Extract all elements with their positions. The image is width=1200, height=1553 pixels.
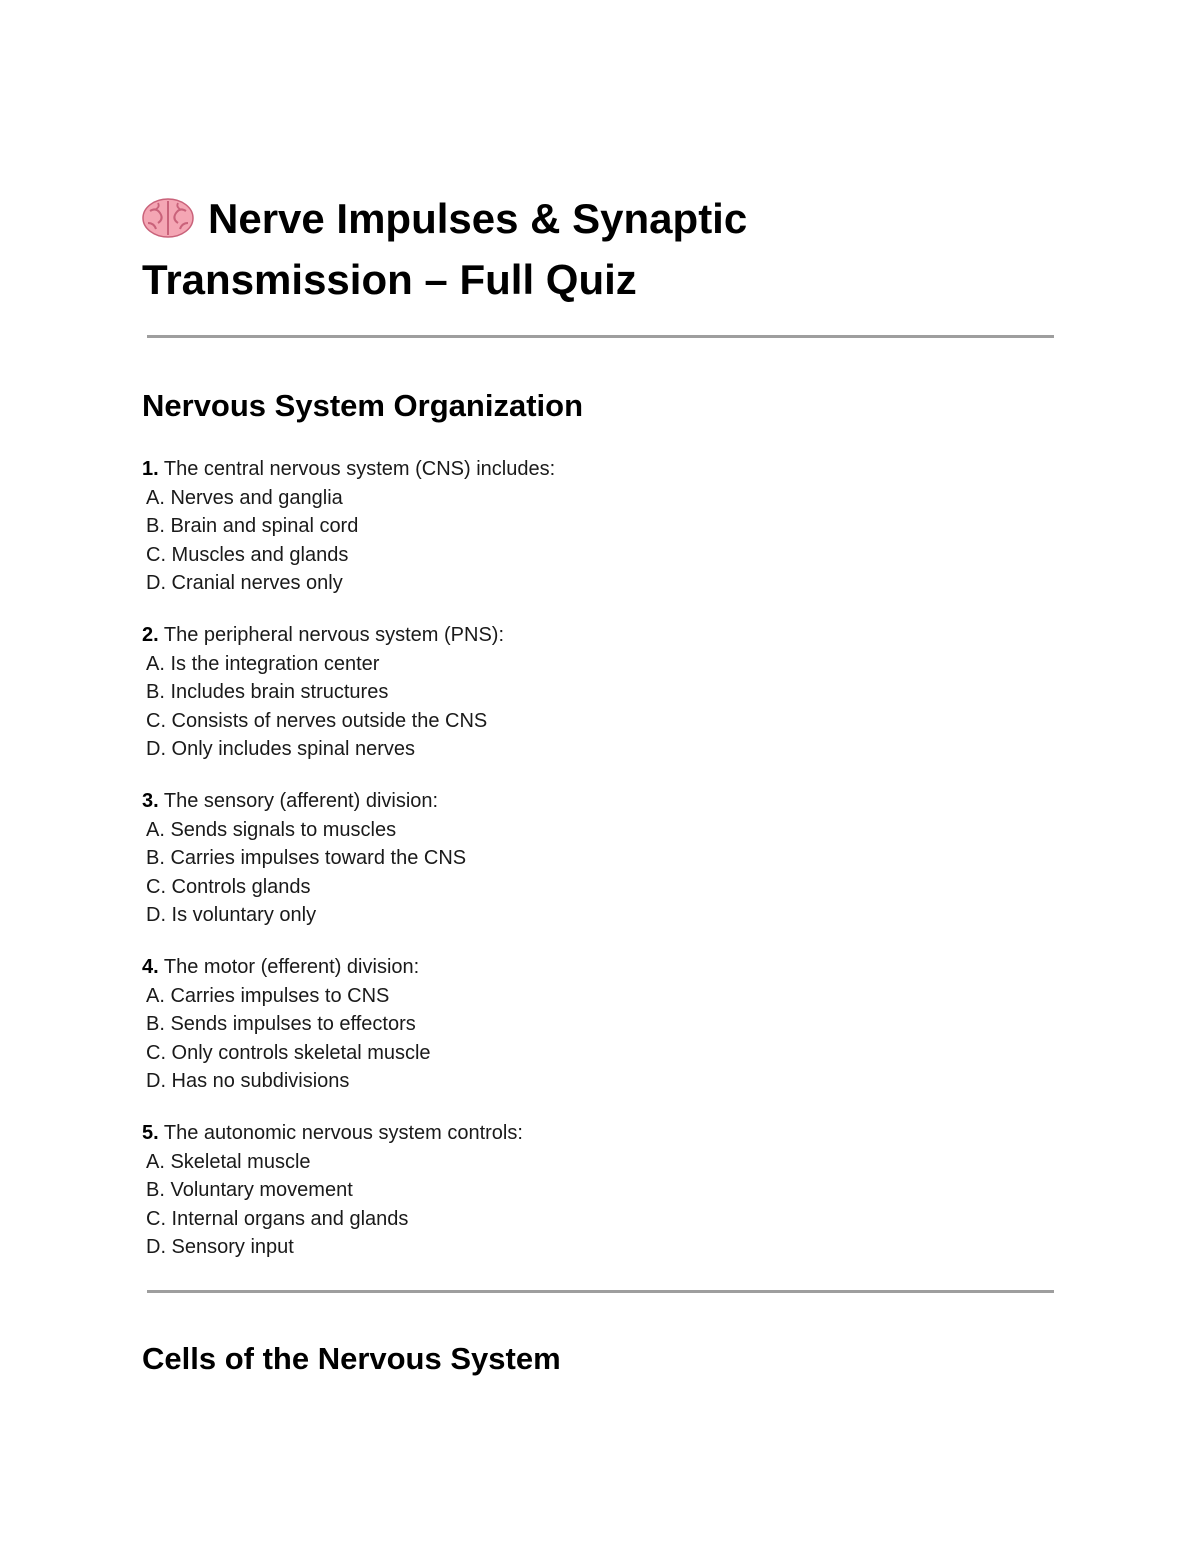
question-number: 4.: [142, 956, 159, 978]
option-c: C. Consists of nerves outside the CNS: [146, 709, 488, 732]
option-d: D. Only includes spinal nerves: [146, 738, 416, 760]
question-number: 3.: [142, 790, 159, 812]
section-title-nervous-system-organization: Nervous System Organization: [142, 388, 584, 423]
option-b: B. Sends impulses to effectors: [146, 1013, 416, 1035]
option-a: A. Nerves and ganglia: [146, 486, 343, 509]
option-c: C. Controls glands: [146, 875, 311, 898]
question-number: 1.: [142, 458, 159, 480]
title-line-2: Transmission – Full Quiz: [142, 256, 637, 303]
option-c: C. Muscles and glands: [146, 543, 349, 566]
option-d: D. Cranial nerves only: [146, 572, 343, 594]
option-d: D. Is voluntary only: [146, 904, 317, 926]
option-b: B. Voluntary movement: [146, 1179, 353, 1201]
question-2: [142, 621, 1054, 764]
question-4: [142, 953, 1054, 1096]
question-text: The motor (efferent) division:: [163, 956, 420, 978]
page-title: [142, 188, 1054, 310]
option-d: D. Has no subdivisions: [146, 1070, 350, 1092]
option-c: C. Internal organs and glands: [146, 1207, 409, 1230]
title-line-1: Nerve Impulses & Synaptic: [208, 195, 748, 242]
divider: [147, 1290, 1054, 1293]
option-a: A. Sends signals to muscles: [146, 818, 397, 841]
question-3: [142, 787, 1054, 930]
option-a: A. Carries impulses to CNS: [146, 984, 390, 1007]
question-number: 5.: [142, 1122, 159, 1144]
question-text: The central nervous system (CNS) includes:: [163, 458, 556, 480]
option-d: D. Sensory input: [146, 1236, 294, 1258]
question-text: The autonomic nervous system controls:: [163, 1122, 523, 1144]
question-text: The sensory (afferent) division:: [163, 790, 439, 812]
document-page: [142, 188, 1054, 1379]
option-a: A. Is the integration center: [146, 652, 380, 675]
question-1: [142, 455, 1054, 598]
question-number: 2.: [142, 624, 159, 646]
option-c: C. Only controls skeletal muscle: [146, 1041, 431, 1064]
section-title-cells-of-the-nervous-system: Cells of the Nervous System: [142, 1340, 561, 1376]
question-text: The peripheral nervous system (PNS):: [163, 624, 505, 646]
brain-icon: [142, 197, 194, 239]
option-b: B. Includes brain structures: [146, 681, 389, 703]
question-list: [142, 455, 1054, 1262]
option-b: B. Brain and spinal cord: [146, 515, 359, 537]
question-5: [142, 1119, 1054, 1262]
divider: [147, 335, 1054, 338]
option-a: A. Skeletal muscle: [146, 1150, 311, 1173]
option-b: B. Carries impulses toward the CNS: [146, 847, 467, 869]
